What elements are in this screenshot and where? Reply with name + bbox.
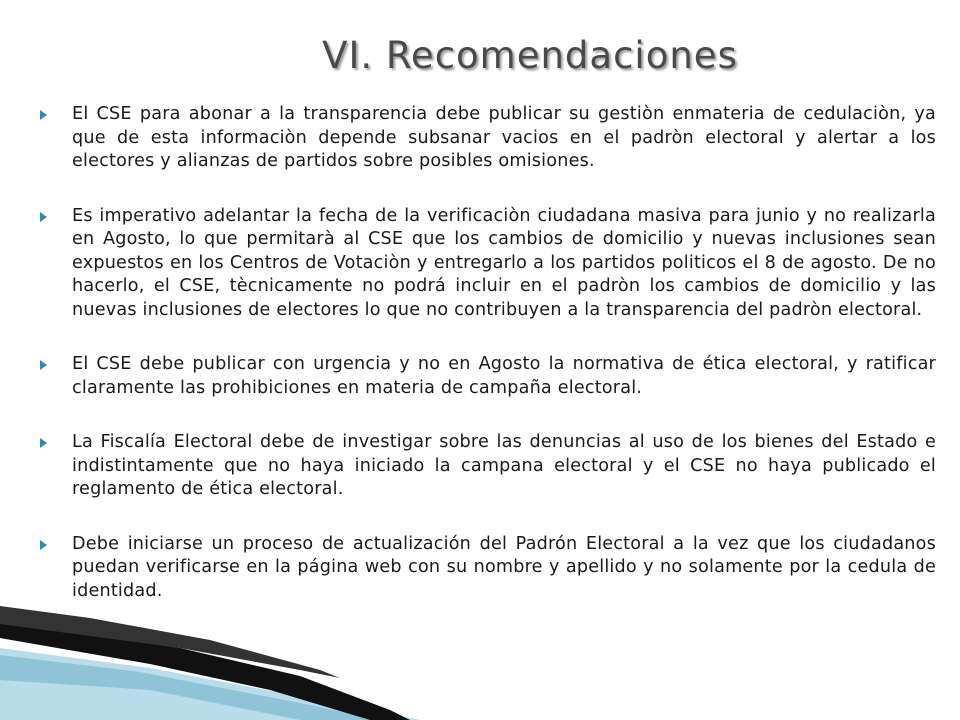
triangle-bullet-icon — [40, 360, 47, 370]
bullet-text: Es imperativo adelantar la fecha de la verificaciòn ciudadana masiva para junio y no realizarla en Agosto, lo que permitarà al CSE que los cambios de domicilio y nuevas inclusiones sean expuestos en los Centros de Votaciòn y entregarlo a los partidos politicos el 8 de agosto. De no hacerlo, el CSE, tècnicamente no podrá incluir en el padròn los cambios de domicilio y las nuevas inclusiones de electores lo que no contribuyen a la transparencia del padròn electoral. — [72, 205, 936, 320]
bullet-text: El CSE debe publicar con urgencia y no en Agosto la normativa de ética electoral, y ratificar claramente las prohibiciones en materia de campaña electoral. — [72, 354, 936, 398]
triangle-bullet-icon — [40, 110, 47, 120]
triangle-bullet-icon — [40, 438, 47, 448]
swoosh-light-band — [0, 648, 420, 720]
triangle-bullet-icon — [40, 540, 47, 550]
swoosh-dark-band — [0, 620, 410, 720]
bullet-item — [38, 205, 936, 323]
swoosh-teal-band — [0, 655, 380, 720]
recommendations-list — [38, 103, 936, 634]
bullet-text: La Fiscalía Electoral debe de investigar sobre las denuncias al uso de los bienes del Estado e indistintamente que no haya iniciado la campana electoral y el CSE no haya publicado el reglamento de ética electoral. — [72, 432, 936, 499]
bullet-item — [38, 353, 936, 400]
bullet-item — [38, 431, 936, 502]
bullet-text: El CSE para abonar a la transparencia debe publicar su gestiòn enmateria de cedulaciòn, ya que de esta informaciòn depende subsanar vacios en el padròn electoral y alertar a los electores y alianzas de partidos sobre posibles omisiones. — [72, 104, 936, 171]
bullet-item — [38, 533, 936, 604]
bullet-text: Debe iniciarse un proceso de actualización del Padrón Electoral a la vez que los ciudadanos puedan verificarse en la página web con su nombre y apellido y no solamente por la cedula de identidad. — [72, 533, 936, 601]
slide-title: VI. Recomendaciones — [322, 34, 738, 77]
triangle-bullet-icon — [40, 212, 47, 222]
bullet-item — [38, 103, 936, 174]
